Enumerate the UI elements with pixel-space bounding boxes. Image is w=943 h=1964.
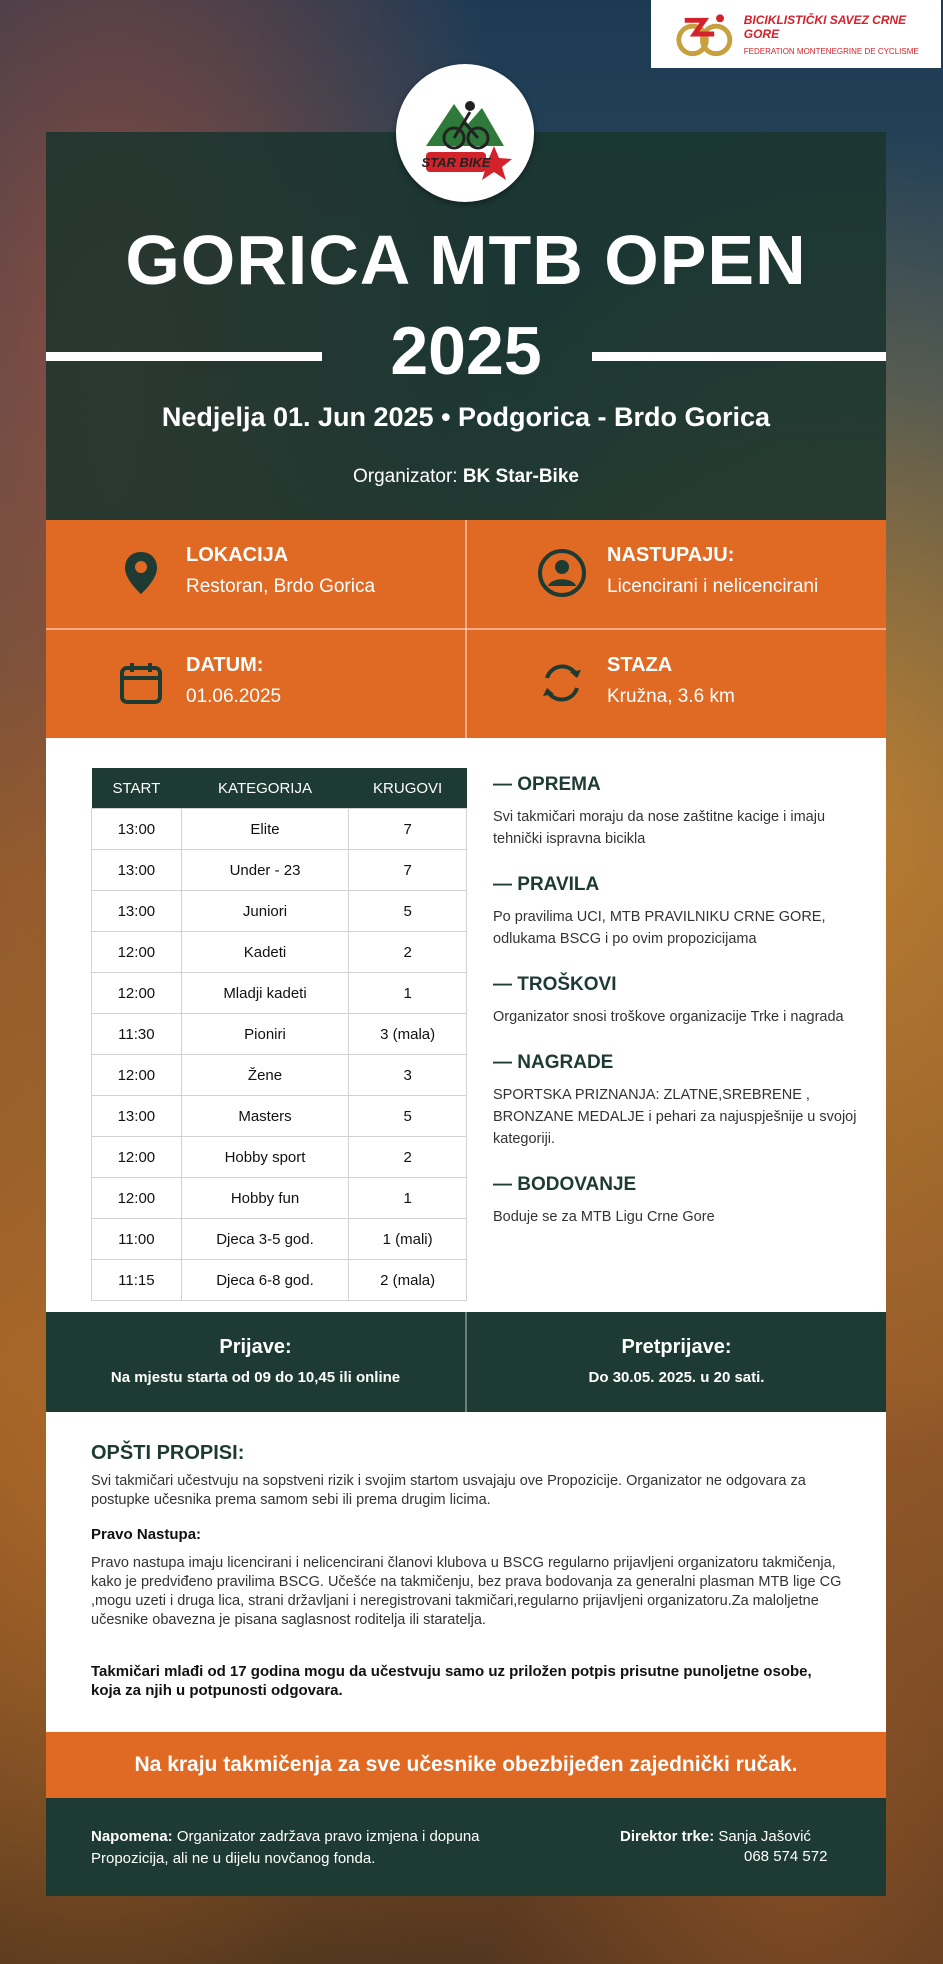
rule-regulations-title: — PRAVILA: [493, 874, 600, 895]
start-time: 11:00: [92, 1219, 182, 1260]
start-time: 12:00: [92, 1137, 182, 1178]
rule-scoring-title: — BODOVANJE: [493, 1174, 637, 1195]
registration: [46, 1312, 465, 1412]
minors-warning: Takmičari mlađi od 17 godina mogu da učestvuju samo uz priložen potpis prisutne punoljetne osobe, koja za njih u potpunosti odgovara.: [91, 1663, 812, 1699]
organizer-name: BK Star-Bike: [462, 466, 579, 487]
start-time: 13:00: [92, 809, 182, 850]
lunch-banner: Na kraju takmičenja za sve učesnike obezbijeđen zajednički ručak.: [46, 1732, 886, 1798]
pre-registration-title: Pretprijave:: [621, 1336, 732, 1358]
category: Mladji kadeti: [181, 973, 349, 1014]
date-location: Nedjelja 01. Jun 2025 • Podgorica - Brdo Gorica: [161, 402, 771, 432]
event-title: GORICA MTB OPEN: [125, 221, 807, 299]
category: Masters: [181, 1096, 349, 1137]
event-year: 2025: [390, 313, 542, 389]
schedule-header-laps: KRUGOVI: [349, 768, 467, 809]
table-row: [92, 850, 467, 891]
start-time: 12:00: [92, 973, 182, 1014]
info-grid: [46, 520, 886, 738]
info-date-value: 01.06.2025: [186, 686, 282, 707]
club-logo: [396, 64, 534, 202]
calendar-icon: [116, 658, 166, 708]
footer-note-label: Napomena:: [91, 1828, 173, 1845]
laps: 3: [349, 1055, 467, 1096]
category: Hobby fun: [181, 1178, 349, 1219]
general-rules-text: Svi takmičari učestvuju na sopstveni rizik i svojim startom usvajaju ove Propozicije. Organizator ne odgovara za postupke učesnika prema samom sebi ili prema drugim licima.: [91, 1473, 806, 1508]
table-row: [92, 1014, 467, 1055]
category: Djeca 6-8 god.: [181, 1260, 349, 1301]
footer-note: [91, 1826, 491, 1870]
footer: [46, 1798, 886, 1896]
info-date: [46, 630, 465, 738]
pre-registration-text: Do 30.05. 2025. u 20 sati.: [588, 1369, 765, 1386]
table-row: [92, 1178, 467, 1219]
laps: 7: [349, 809, 467, 850]
start-time: 11:15: [92, 1260, 182, 1301]
category: Pioniri: [181, 1014, 349, 1055]
location-pin-icon: [116, 548, 166, 598]
race-director-name: Sanja Jašović: [714, 1828, 811, 1845]
footer-note-text: Organizator zadržava pravo izmjena i dopuna Propozicija, ali ne u dijelu novčanog fonda.: [91, 1828, 480, 1867]
federation-subtitle: FEDERATION MONTENEGRINE DE CYCLISME: [743, 46, 919, 56]
laps: 1 (mali): [349, 1219, 467, 1260]
rule-costs-title: — TROŠKOVI: [493, 974, 617, 995]
race-director: [620, 1826, 850, 1848]
loop-arrows-icon: [537, 658, 587, 708]
registration-bar: [46, 1312, 886, 1412]
registration-text: Na mjestu starta od 09 do 10,45 ili online: [110, 1369, 401, 1386]
rule-regulations-text: Po pravilima UCI, MTB PRAVILNIKU CRNE GORE, odlukama BSCG i po ovim propozicijama: [493, 909, 826, 947]
info-location-value: Restoran, Brdo Gorica: [186, 576, 376, 597]
start-time: 12:00: [92, 932, 182, 973]
table-row: [92, 891, 467, 932]
start-time: 11:30: [92, 1014, 182, 1055]
info-participants: [467, 520, 886, 628]
info-divider-horizontal: [46, 628, 886, 630]
info-track-label: STAZA: [607, 654, 673, 676]
race-director-label: Direktor trke:: [620, 1828, 715, 1845]
laps: 2 (mala): [349, 1260, 467, 1301]
year-row: [46, 312, 886, 396]
poster-card: [46, 132, 886, 1896]
rule-equipment-title: — OPREMA: [493, 774, 601, 795]
category: Djeca 3-5 god.: [181, 1219, 349, 1260]
club-logo-text: STAR BIKE: [421, 155, 491, 170]
general-rules-title: OPŠTI PROPISI:: [91, 1442, 245, 1464]
table-row: [92, 932, 467, 973]
table-row: [92, 973, 467, 1014]
category: Žene: [181, 1055, 349, 1096]
schedule-table: [91, 768, 467, 1301]
rule-equipment-text: Svi takmičari moraju da nose zaštitne kacige i imaju tehnički ispravna bicikla: [493, 809, 826, 847]
category: Elite: [181, 809, 349, 850]
info-location: [46, 520, 465, 628]
category: Under - 23: [181, 850, 349, 891]
info-track: [467, 630, 886, 738]
table-row: [92, 1219, 467, 1260]
info-date-label: DATUM:: [186, 654, 264, 676]
registration-title: Prijave:: [219, 1336, 292, 1358]
eligibility-text: Pravo nastupa imaju licencirani i nelicencirani članovi klubova u BSCG regularno prijavljeni organizatoru takmičenja, kako je predviđeno pravilima BSCG. Učešće na takmičenju, bez prava bodovanja za generalni plasman MTB lige CG ,mogu uzeti i druga lica, strani državljani i neregistrovani takmičari,regularno prijavljeni organizatoru.Za maloljetne učesnike obavezna je pisana saglasnost roditelja ili staratelja.: [91, 1555, 842, 1628]
laps: 3 (mala): [349, 1014, 467, 1055]
pre-registration: [467, 1312, 886, 1412]
table-row: [92, 1055, 467, 1096]
federation-name: BICIKLISTIČKI SAVEZ CRNE GORE: [743, 12, 907, 41]
category: Juniori: [181, 891, 349, 932]
start-time: 13:00: [92, 850, 182, 891]
info-participants-label: NASTUPAJU:: [607, 544, 735, 566]
start-time: 12:00: [92, 1055, 182, 1096]
user-circle-icon: [537, 548, 587, 598]
category: Kadeti: [181, 932, 349, 973]
rule-prizes-title: — NAGRADE: [493, 1052, 614, 1073]
rule-regulations: [493, 874, 863, 950]
table-row: [92, 1096, 467, 1137]
info-location-label: LOKACIJA: [186, 544, 289, 566]
federation-logo: [651, 0, 941, 68]
info-track-value: Kružna, 3.6 km: [607, 686, 735, 707]
rule-costs-text: Organizator snosi troškove organizacije Trke i nagrada: [493, 1009, 844, 1025]
rule-costs: [493, 974, 863, 1028]
laps: 2: [349, 1137, 467, 1178]
schedule-header-start: START: [92, 768, 182, 809]
general-rules: [46, 1412, 886, 1732]
laps: 1: [349, 973, 467, 1014]
category: Hobby sport: [181, 1137, 349, 1178]
race-director-phone: 068 574 572: [744, 1848, 828, 1865]
laps: 7: [349, 850, 467, 891]
info-participants-value: Licencirani i nelicencirani: [607, 576, 819, 597]
schedule-header-row: [92, 768, 467, 809]
laps: 5: [349, 1096, 467, 1137]
start-time: 12:00: [92, 1178, 182, 1219]
start-time: 13:00: [92, 1096, 182, 1137]
eligibility-title: Pravo Nastupa:: [91, 1526, 202, 1543]
main-section: [46, 738, 886, 1312]
rule-equipment: [493, 774, 863, 850]
organizer-label: Organizator:: [353, 466, 463, 487]
start-time: 13:00: [92, 891, 182, 932]
table-row: [92, 1137, 467, 1178]
rule-prizes-text: SPORTSKA PRIZNANJA: ZLATNE,SREBRENE , BRONZANE MEDALJE i pehari za najuspješnije u svojoj kategoriji.: [493, 1087, 857, 1147]
laps: 5: [349, 891, 467, 932]
laps: 1: [349, 1178, 467, 1219]
schedule-header-category: KATEGORIJA: [181, 768, 349, 809]
table-row: [92, 1260, 467, 1301]
rule-scoring-text: Boduje se za MTB Ligu Crne Gore: [493, 1209, 715, 1225]
rule-prizes: [493, 1052, 863, 1150]
star-bike-logo-icon: [396, 64, 534, 202]
laps: 2: [349, 932, 467, 973]
organizer: [46, 466, 886, 488]
rules-column: [493, 774, 863, 1252]
federation-emblem-icon: [671, 8, 736, 60]
table-row: [92, 809, 467, 850]
rule-scoring: [493, 1174, 863, 1228]
